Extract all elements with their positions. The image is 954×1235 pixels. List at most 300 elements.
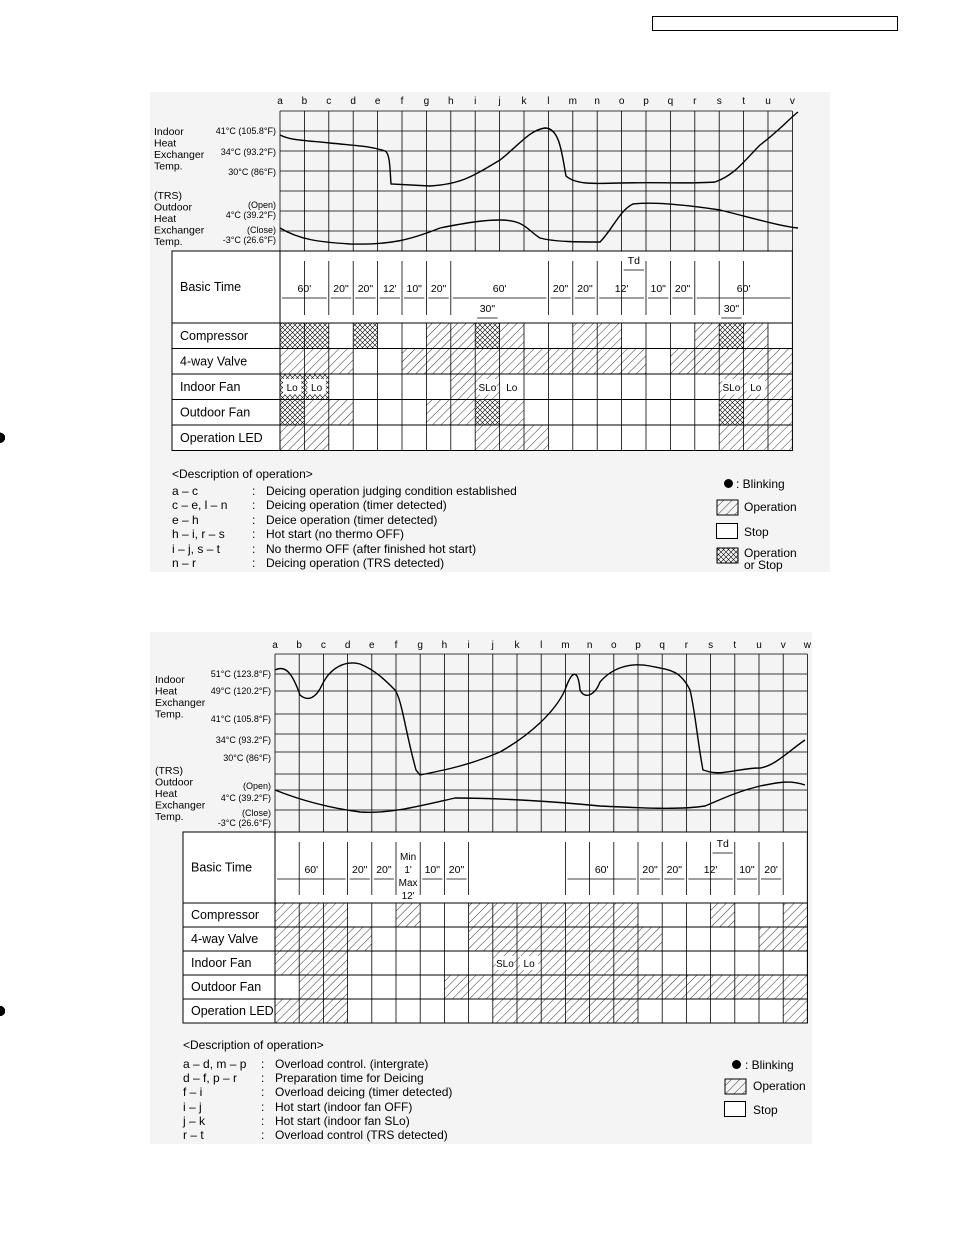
diagram1 (0, 96, 798, 451)
state-cell-4-way-valve (280, 349, 304, 375)
description-text: Hot start (indoor fan SLo) (275, 1113, 410, 1128)
sub-time-label: 30" (479, 303, 496, 315)
state-cell-4-way-valve (304, 349, 328, 375)
column-letter-t: t (733, 640, 737, 651)
time-label: 60' (736, 283, 751, 295)
time-label: 60' (297, 283, 312, 295)
state-cell-outdoor-fan (759, 975, 783, 999)
outdoor-temp-tick: (Open) (247, 200, 276, 210)
indoor-fan-speed-label: Lo (286, 382, 298, 394)
description-key: a – d, m – p (183, 1057, 247, 1071)
state-cell-operation-led (280, 425, 304, 451)
state-cell-outdoor-fan (426, 400, 450, 426)
state-cell-compressor (744, 323, 768, 349)
state-cell-outdoor-fan (304, 400, 328, 426)
state-cell-operation-led (475, 425, 499, 451)
column-letter-v: v (789, 96, 795, 107)
indoor-fan-speed-label: SLo (496, 959, 514, 970)
state-cell-4-way-valve (524, 349, 548, 375)
time-label: 20" (642, 864, 658, 876)
state-cell-compressor (323, 903, 347, 927)
state-cell-4-way-valve (759, 927, 783, 951)
outdoor-temp-tick: (Open) (242, 781, 271, 791)
column-letter-r: r (684, 640, 689, 651)
time-label: 10" (739, 864, 755, 876)
description-key: a – c (172, 484, 199, 498)
column-letter-a: a (277, 96, 283, 107)
time-label: 20" (577, 283, 593, 295)
legend-stop-swatch (716, 523, 738, 539)
state-cell-4-way-valve (323, 927, 347, 951)
state-cell-4-way-valve (783, 927, 807, 951)
indoor-temp-title: Heat (155, 685, 178, 698)
state-cell-4-way-valve (768, 349, 792, 375)
blinking-dot-icon-2 (732, 1060, 741, 1069)
indoor-temp-tick: 41°C (105.8°F) (215, 126, 276, 136)
description-colon: : (252, 556, 256, 570)
state-cell-indoor-fan (768, 374, 792, 400)
state-cell-outdoor-fan (768, 400, 792, 426)
state-cell-compressor (541, 903, 565, 927)
description-text: Deice operation (timer detected) (266, 512, 438, 527)
indoor-temp-title: Indoor (155, 674, 185, 686)
column-letter-p: p (635, 640, 641, 651)
state-cell-operation-led (783, 999, 807, 1023)
state-cell-compressor (614, 903, 638, 927)
legend-blinking-2: : Blinking (745, 1058, 794, 1072)
time-label: 10" (406, 283, 422, 295)
column-letter-c: c (326, 96, 332, 107)
state-cell-indoor-fan (565, 951, 589, 975)
description-key: i – j, s – t (172, 541, 221, 556)
state-cell-outdoor-fan (614, 975, 638, 999)
description-text: Hot start (no thermo OFF) (266, 527, 405, 542)
column-letter-l: l (540, 640, 543, 651)
state-cell-outdoor-fan (711, 975, 735, 999)
description-key: n – r (172, 556, 197, 570)
indoor-fan-speed-label: Lo (506, 382, 518, 394)
state-cell-operation-led (493, 999, 517, 1023)
column-letter-b: b (301, 96, 308, 107)
indoor-temp-title: Temp. (155, 708, 184, 721)
indoor-temp-title: Indoor (154, 126, 184, 138)
sub-time-label: Td (716, 838, 729, 850)
legend-operation-2: Operation (753, 1079, 806, 1093)
state-cell-operation-led (524, 425, 548, 451)
sub-time-label: Td (627, 255, 640, 267)
time-label: 60' (594, 864, 609, 876)
row-label-compressor: Compressor (191, 908, 260, 922)
legend-operation-1: Operation (744, 500, 797, 514)
state-cell-outdoor-fan (541, 975, 565, 999)
state-cell-outdoor-fan (323, 975, 347, 999)
state-cell-outdoor-fan (686, 975, 710, 999)
state-cell-compressor (451, 323, 475, 349)
indoor-fan-speed-label: Lo (750, 382, 762, 394)
description-colon: : (261, 1071, 265, 1086)
outdoor-temp-title: Outdoor (154, 201, 192, 214)
indoor-temp-tick: 34°C (93.2°F) (215, 735, 271, 745)
description-text: Overload control. (intergrate) (275, 1057, 429, 1071)
row-label-basic-time: Basic Time (191, 860, 253, 875)
min-max-label: 1' (404, 865, 412, 876)
column-letter-s: s (716, 96, 722, 107)
description-key: e – h (172, 512, 199, 527)
column-letter-t: t (742, 96, 745, 107)
indoor-fan-speed-label: Lo (523, 959, 535, 970)
column-letter-d: d (350, 96, 356, 107)
description-colon: : (261, 1099, 265, 1114)
state-cell-4-way-valve (541, 927, 565, 951)
state-cell-indoor-fan (590, 951, 614, 975)
state-cell-outdoor-fan (469, 975, 493, 999)
description-colon: : (252, 498, 256, 513)
legend-stop-1: Stop (744, 525, 769, 539)
state-cell-4-way-valve (695, 349, 719, 375)
state-cell-4-way-valve (548, 349, 572, 375)
state-cell-outdoor-fan (299, 975, 323, 999)
column-letter-f: f (400, 96, 404, 107)
outdoor-temp-title: Outdoor (155, 776, 193, 789)
column-letter-q: q (667, 96, 674, 107)
column-letter-e: e (374, 96, 381, 107)
indoor-temp-title: Heat (154, 137, 177, 150)
state-cell-4-way-valve (744, 349, 768, 375)
state-cell-operation-led (744, 425, 768, 451)
state-cell-compressor (517, 903, 541, 927)
description-text: Deicing operation (TRS detected) (266, 556, 445, 570)
time-label: 12' (703, 864, 718, 876)
time-label: 20' (764, 864, 778, 876)
column-letter-a: a (272, 640, 278, 651)
time-label: 60' (304, 864, 319, 876)
indoor-fan-speed-label: SLo (478, 382, 497, 394)
indoor-temp-tick: 34°C (93.2°F) (220, 147, 276, 157)
indoor-fan-speed-label: Lo (311, 382, 323, 394)
min-max-label: 12' (401, 891, 415, 902)
state-cell-indoor-fan (323, 951, 347, 975)
description-key: r – t (183, 1128, 204, 1142)
state-cell-indoor-fan (451, 374, 475, 400)
column-letter-l: l (547, 96, 550, 107)
state-cell-4-way-valve (597, 349, 621, 375)
description-text: Deicing operation (timer detected) (266, 498, 447, 513)
column-letter-j: j (491, 640, 494, 651)
row-label-basic-time: Basic Time (180, 280, 242, 294)
state-cell-4-way-valve (500, 349, 524, 375)
state-cell-compressor (280, 323, 304, 349)
min-max-label: Min (400, 852, 417, 863)
column-letter-u: u (756, 640, 762, 651)
state-cell-4-way-valve (622, 349, 646, 375)
legend-stop-2: Stop (753, 1103, 778, 1117)
column-letter-h: h (448, 96, 454, 107)
state-cell-operation-led (323, 999, 347, 1023)
state-cell-outdoor-fan (493, 975, 517, 999)
state-cell-compressor (500, 323, 524, 349)
indoor-temp-tick: 30°C (86°F) (223, 753, 271, 763)
state-cell-4-way-valve (475, 349, 499, 375)
description-colon: : (252, 527, 256, 542)
state-cell-4-way-valve (275, 927, 299, 951)
description-colon: : (252, 484, 256, 498)
row-label-4-way-valve: 4-way Valve (180, 354, 248, 369)
state-cell-outdoor-fan (638, 975, 662, 999)
row-label-indoor-fan: Indoor Fan (180, 379, 241, 394)
column-letter-g: g (423, 96, 430, 107)
state-cell-indoor-fan (614, 951, 638, 975)
outdoor-temp-title: (TRS) (155, 765, 183, 777)
description-colon: : (261, 1057, 265, 1071)
description-key: i – j (183, 1099, 202, 1114)
state-cell-compressor (711, 903, 735, 927)
state-cell-compressor (783, 903, 807, 927)
column-letter-u: u (765, 96, 771, 107)
led-blink-dot (0, 433, 5, 443)
description-title-2: <Description of operation> (183, 1038, 324, 1052)
description-key: c – e, l – n (172, 498, 228, 513)
min-max-label: Max (398, 878, 418, 889)
column-letter-m: m (561, 640, 570, 651)
state-cell-compressor (299, 903, 323, 927)
indoor-temp-tick: 51°C (123.8°F) (210, 669, 271, 679)
row-label-operation-led: Operation LED (180, 430, 263, 445)
state-cell-4-way-valve (493, 927, 517, 951)
row-label-compressor: Compressor (180, 328, 249, 343)
legend-op-or-stop-1b: or Stop (744, 558, 783, 572)
indoor-temp-title: Exchanger (155, 697, 206, 709)
state-cell-compressor (695, 323, 719, 349)
state-cell-outdoor-fan (451, 400, 475, 426)
column-letter-f: f (394, 640, 398, 651)
outdoor-temp-title: Exchanger (155, 799, 206, 812)
column-letter-j: j (498, 96, 501, 107)
description-colon: : (252, 512, 256, 527)
state-cell-outdoor-fan (280, 400, 304, 426)
column-letter-p: p (643, 96, 649, 107)
state-cell-indoor-fan (541, 951, 565, 975)
state-cell-indoor-fan (299, 951, 323, 975)
blinking-dot-icon (724, 479, 733, 488)
led-blink-dot (0, 1006, 5, 1016)
column-letter-k: k (514, 640, 520, 651)
state-cell-compressor (590, 903, 614, 927)
column-letter-b: b (296, 640, 302, 651)
description-colon: : (261, 1085, 265, 1100)
state-cell-outdoor-fan (735, 975, 759, 999)
state-cell-compressor (469, 903, 493, 927)
state-cell-operation-led (299, 999, 323, 1023)
description-text: No thermo OFF (after finished hot start) (266, 541, 477, 556)
column-letter-n: n (586, 640, 593, 651)
time-label: 20" (448, 864, 465, 876)
state-cell-compressor (426, 323, 450, 349)
state-cell-operation-led (565, 999, 589, 1023)
row-label-operation-led: Operation LED (191, 1004, 274, 1018)
indoor-temp-tick: 49°C (120.2°F) (210, 686, 271, 696)
description-key: d – f, p – r (183, 1071, 238, 1086)
state-cell-outdoor-fan (444, 975, 468, 999)
outdoor-temp-curve (275, 782, 805, 812)
state-cell-outdoor-fan (565, 975, 589, 999)
state-cell-operation-led (517, 999, 541, 1023)
state-cell-compressor (396, 903, 420, 927)
column-letter-g: g (417, 640, 423, 651)
time-label: 12' (614, 283, 629, 295)
legend-blinking-1: : Blinking (736, 477, 785, 491)
state-cell-outdoor-fan (719, 400, 743, 426)
state-cell-outdoor-fan (517, 975, 541, 999)
column-letter-o: o (618, 96, 625, 107)
time-label: 20" (333, 283, 349, 295)
column-letter-r: r (693, 96, 697, 107)
time-label: 60' (492, 283, 507, 295)
description-text: Overload control (TRS detected) (275, 1128, 448, 1142)
indoor-fan-speed-label: SLo (722, 382, 741, 394)
indoor-temp-curve (275, 663, 805, 775)
time-label: 20" (351, 864, 368, 876)
state-cell-4-way-valve (719, 349, 743, 375)
description-key: j – k (183, 1113, 206, 1128)
outdoor-temp-title: Exchanger (154, 224, 205, 237)
outdoor-temp-tick: (Close) (241, 808, 271, 818)
state-cell-compressor (275, 903, 299, 927)
column-letter-w: w (803, 640, 812, 651)
state-cell-outdoor-fan (329, 400, 353, 426)
indoor-temp-curve (280, 112, 798, 186)
column-letter-m: m (568, 96, 577, 107)
time-label: 20" (552, 283, 569, 295)
column-letter-k: k (521, 96, 527, 107)
state-cell-4-way-valve (565, 927, 589, 951)
column-letter-n: n (594, 96, 600, 107)
description-key: f – i (183, 1085, 203, 1100)
state-cell-operation-led (768, 425, 792, 451)
time-label: 20" (674, 283, 691, 295)
outdoor-temp-tick: -3°C (26.6°F) (222, 235, 276, 245)
state-cell-outdoor-fan (590, 975, 614, 999)
description-text: Deicing operation judging condition established (266, 484, 517, 498)
description-text: Hot start (indoor fan OFF) (275, 1099, 413, 1114)
row-label-indoor-fan: Indoor Fan (191, 956, 252, 970)
description-title-1: <Description of operation> (172, 467, 313, 481)
state-cell-4-way-valve (348, 927, 372, 951)
time-label: 20" (430, 283, 447, 295)
description-text: Overload deicing (timer detected) (275, 1085, 453, 1100)
state-cell-outdoor-fan (783, 975, 807, 999)
state-cell-compressor (573, 323, 597, 349)
column-letter-v: v (780, 640, 786, 651)
state-cell-compressor (719, 323, 743, 349)
state-cell-operation-led (719, 425, 743, 451)
outdoor-temp-tick: (Close) (246, 225, 276, 235)
diagram2 (0, 640, 812, 1023)
column-letter-o: o (611, 640, 617, 651)
state-cell-indoor-fan (275, 951, 299, 975)
state-cell-outdoor-fan (475, 400, 499, 426)
legend-hatch-swatch (716, 499, 740, 517)
column-letter-c: c (320, 640, 326, 651)
description-colon: : (261, 1128, 265, 1142)
state-cell-4-way-valve (329, 349, 353, 375)
outdoor-temp-tick: -3°C (26.6°F) (217, 818, 271, 828)
indoor-temp-title: Exchanger (154, 149, 205, 161)
state-cell-4-way-valve (299, 927, 323, 951)
legend-cross-swatch (716, 547, 740, 565)
state-cell-compressor (597, 323, 621, 349)
state-cell-operation-led (275, 999, 299, 1023)
time-label: 10" (424, 864, 441, 876)
indoor-temp-tick: 30°C (86°F) (228, 167, 276, 177)
row-label-outdoor-fan: Outdoor Fan (191, 980, 262, 994)
outdoor-temp-title: (TRS) (154, 190, 182, 202)
column-letter-e: e (369, 640, 375, 651)
row-label-outdoor-fan: Outdoor Fan (180, 405, 251, 420)
state-cell-operation-led (500, 425, 524, 451)
state-cell-4-way-valve (451, 349, 475, 375)
column-letter-s: s (708, 640, 714, 651)
state-cell-operation-led (614, 999, 638, 1023)
state-cell-4-way-valve (469, 927, 493, 951)
description-key: h – i, r – s (172, 527, 225, 542)
indoor-temp-title: Temp. (154, 160, 183, 173)
state-cell-4-way-valve (590, 927, 614, 951)
outdoor-temp-title: Temp. (155, 811, 184, 823)
state-cell-operation-led (590, 999, 614, 1023)
column-letter-d: d (344, 640, 351, 651)
row-label-4-way-valve: 4-way Valve (191, 932, 259, 946)
state-cell-compressor (565, 903, 589, 927)
column-letter-i: i (467, 640, 470, 651)
column-letter-h: h (441, 640, 448, 651)
outdoor-temp-title: Heat (155, 788, 178, 800)
state-cell-outdoor-fan (662, 975, 686, 999)
state-cell-compressor (475, 323, 499, 349)
legend-hatch-swatch-2 (724, 1078, 748, 1096)
state-cell-compressor (493, 903, 517, 927)
outdoor-temp-title: Heat (154, 213, 177, 225)
state-cell-4-way-valve (614, 927, 638, 951)
outdoor-temp-title: Temp. (154, 236, 183, 248)
state-cell-outdoor-fan (744, 400, 768, 426)
indoor-temp-tick: 41°C (105.8°F) (210, 714, 271, 724)
time-label: 10" (650, 283, 666, 295)
state-cell-4-way-valve (426, 349, 450, 375)
time-label: 20" (666, 864, 683, 876)
state-cell-4-way-valve (517, 927, 541, 951)
state-cell-4-way-valve (670, 349, 694, 375)
state-cell-operation-led (304, 425, 328, 451)
state-cell-operation-led (541, 999, 565, 1023)
outdoor-temp-tick: 4°C (39.2°F) (220, 793, 271, 803)
description-colon: : (261, 1113, 265, 1128)
time-label: 20" (376, 864, 392, 876)
legend-op-or-stop-1a: Operation (744, 546, 797, 560)
description-colon: : (252, 541, 256, 556)
state-cell-outdoor-fan (500, 400, 524, 426)
column-letter-i: i (474, 96, 477, 107)
state-cell-compressor (353, 323, 377, 349)
state-cell-4-way-valve (402, 349, 426, 375)
state-cell-compressor (304, 323, 328, 349)
outdoor-temp-curve (280, 203, 798, 244)
outdoor-temp-tick: 4°C (39.2°F) (225, 210, 276, 220)
state-cell-4-way-valve (638, 927, 662, 951)
sub-time-label: 30" (723, 303, 740, 315)
legend-stop-swatch-2 (724, 1101, 746, 1117)
time-label: 12' (382, 283, 397, 295)
column-letter-q: q (659, 640, 665, 651)
